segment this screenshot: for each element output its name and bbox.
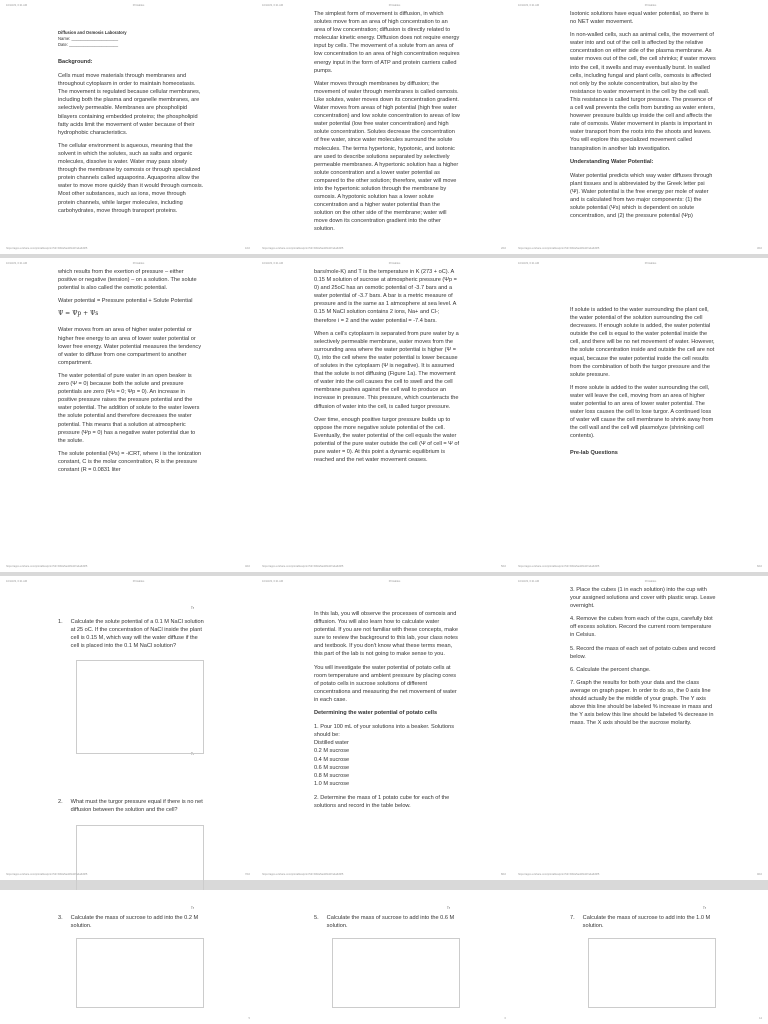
step-5: 5. Record the mass of each set of potato cubes and record below. (570, 645, 716, 660)
footer-url[interactable]: https://apps.ezshare.com/printables/print?id=f4b0e5ad4f1d47a4a6d3f5 (518, 565, 600, 568)
paragraph: Isotonic solutions have equal water potential, so there is no NET water movement. (570, 11, 709, 26)
section-heading: Understanding Water Potential: (570, 158, 654, 165)
page-4 (0, 258, 256, 572)
section-heading: Determining the water potential of potato cells (314, 710, 438, 717)
page-number: 6/16 (756, 565, 762, 568)
question-text: What must the turgor pressure equal if there is no net diffusion between the solution and the cell? (70, 799, 203, 814)
page-number: 3/16 (756, 247, 762, 250)
page-12 (512, 890, 768, 1024)
date-line: Date: _____________________ (58, 42, 119, 47)
tr-marker: Tr (446, 906, 450, 910)
step-2: 2. Determine the mass of 1 potato cube for each of the solutions and record in the table below. (314, 794, 450, 809)
header-title: Printables (644, 580, 657, 583)
footer-url[interactable]: https://apps.ezshare.com/printables/print?id=f4b0e5ad4f1d47a4a6d3f5 (6, 247, 88, 250)
header-date: 10/13/23, 6:21 AM (518, 4, 540, 7)
answer-box-7[interactable] (588, 938, 716, 1008)
paragraph: If more solute is added to the water surrounding the cell, water will leave the cell, moving from an area of higher water potential to an area of lower water potential. The water loss causes the cell to lose turgor. A continued loss of water will cause the cell membrane to shrink away from the cell wall and the cell will plasmolyze (shrinking cell contents). (570, 384, 714, 440)
page-3 (512, 0, 768, 254)
question-1 (58, 618, 204, 650)
question-number: 3. (58, 915, 63, 921)
question-7 (570, 914, 716, 930)
footer-url[interactable]: https://apps.ezshare.com/printables/print?id=f4b0e5ad4f1d47a4a6d3f5 (262, 565, 344, 568)
question-2 (58, 798, 204, 814)
page-number: 5/16 (500, 565, 506, 568)
paragraph: The solute potential (Ψs) = -iCRT, where i is the ionization constant, C is the molar concentration, R is the pressure constant (R = 0.0831 liter (58, 450, 202, 473)
question-number: 1. (58, 619, 63, 625)
page-number: 7/16 (244, 873, 250, 876)
name-line: Name: ____________________ (58, 36, 119, 41)
page-number: 8/16 (500, 873, 506, 876)
question-text: Calculate the solute potential of a 0.1 M NaCl solution at 25 oC. If the concentration of NaCl inside the plant cell is 0.15 M, which way will the water diffuse if the cell is placed into the 0.1 M NaCl solution? (70, 619, 204, 650)
question-number: 5. (314, 915, 319, 921)
step-3: 3. Place the cubes (1 in each solution) into the cup with your assigned solutions and cover with plastic wrap. Leave overnight. (570, 587, 716, 610)
page-number: 1/16 (244, 247, 250, 250)
header-date: 10/13/23, 6:21 AM (6, 580, 28, 583)
page-number: 6 (504, 1017, 506, 1020)
footer-url[interactable]: https://apps.ezshare.com/printables/print?id=f4b0e5ad4f1d47a4a6d3f5 (6, 873, 88, 876)
header-date: 10/13/23, 6:21 AM (6, 262, 28, 265)
paragraph: Water moves from an area of higher water potential or higher free energy to an area of lower water potential or lower free energy. Water potential measures the tendency of water to diffuse from one compartment to another compartment. (58, 327, 202, 366)
question-text: Calculate the mass of sucrose to add into the 1.0 M solution. (582, 915, 711, 930)
header-date: 10/13/23, 6:21 AM (262, 580, 284, 583)
paragraph: When a cell's cytoplasm is separated from pure water by a selectively permeable membrane, water moves from the surrounding area where the water potential is higher (Ψ = 0), into the cell where the water potential is lower because of solutes in the cytoplasm (Ψ is negative). It is assumed that the solute is not diffusing (Figure 1a). The movement of water into the cell causes the cell to swell and the cell membrane pushes against the cell wall to produce an increase in pressure. This pressure, which counteracts the diffusion of water into the cell, is called turgor pressure. (314, 330, 459, 410)
footer-url[interactable]: https://apps.ezshare.com/printables/print?id=f4b0e5ad4f1d47a4a6d3f5 (518, 247, 600, 250)
paragraph: In this lab, you will observe the processes of osmosis and diffusion. You will also learn how to calculate water potential. If you are not familiar with these concepts, make sure to review the background to this lab, your class notes and textbook. If you don't know what these terms mean, this part of the lab is not going to make sense to you. (314, 611, 458, 658)
footer-url[interactable]: https://apps.ezshare.com/printables/print?id=f4b0e5ad4f1d47a4a6d3f5 (262, 247, 344, 250)
header-title: Printables (644, 4, 657, 7)
list-item: 1.0 M sucrose (314, 780, 350, 787)
footer-url[interactable]: https://apps.ezshare.com/printables/print?id=f4b0e5ad4f1d47a4a6d3f5 (262, 873, 344, 876)
step-4: 4. Remove the cubes from each of the cups, carefully blot off excess solution. Record the current room temperature in Celsius. (570, 616, 713, 639)
page-2 (256, 0, 512, 254)
header-date: 10/13/23, 6:21 AM (262, 4, 284, 7)
list-item: 0.6 M sucrose (314, 764, 350, 771)
footer-url[interactable]: https://apps.ezshare.com/printables/print?id=f4b0e5ad4f1d47a4a6d3f5 (6, 565, 88, 568)
background-heading: Background: (58, 59, 93, 65)
tr-marker: Tr (702, 906, 706, 910)
list-item: 0.4 M sucrose (314, 756, 350, 763)
paragraph: Water potential = Pressure potential + Solute Potential (58, 298, 193, 305)
page-1 (0, 0, 256, 254)
page-number: 4/16 (244, 565, 250, 568)
prelab-heading: Pre-lab Questions (570, 449, 618, 456)
water-potential-formula: Ψ = Ψp + Ψs (58, 310, 99, 318)
paragraph: The cellular environment is aqueous, meaning that the solvent in which the solutes, such as salts and organic molecules, dissolve is water. Water may pass slowly through the membrane by osmosis or through specialized protein channels called aquaporins. Aquaporins allow the water to move more quickly than it would through osmosis. Most other substances, such as ions, move through protein channels, while larger molecules, including carbohydrates, move through transport proteins. (58, 142, 204, 214)
footer-url[interactable]: https://apps.ezshare.com/printables/print?id=f4b0e5ad4f1d47a4a6d3f5 (518, 873, 600, 876)
header-title: Printables (132, 580, 145, 583)
header-title: Printables (644, 262, 657, 265)
solution-list (314, 739, 460, 788)
question-text: Calculate the mass of sucrose to add into the 0.2 M solution. (70, 915, 199, 930)
paragraph: Cells must move materials through membranes and throughout cytoplasm in order to maintain homeostasis. The movement is regulated because cellular membranes, including both the plasma and organelle membranes, are selectively permeable. Membranes are phospholipid bilayers containing embedded proteins; the phospholipid fatty acids limit the movement of water because of their hydrophobic characteristics. (58, 73, 201, 136)
question-number: 7. (570, 915, 575, 921)
page-6 (512, 258, 768, 572)
tr-marker: Tr (190, 906, 194, 910)
page-number: 9/16 (756, 873, 762, 876)
question-text: Calculate the mass of sucrose to add into the 0.6 M solution. (326, 915, 455, 930)
page-10 (0, 890, 256, 1024)
step-6: 6. Calculate the percent change. (570, 666, 651, 673)
page-11 (256, 890, 512, 1024)
tr-marker: Tr (190, 752, 194, 756)
paragraph: The simplest form of movement is diffusion, in which solutes move from an area of high concentration to an area of low concentration; diffusion is directly related to molecular kinetic energy. Diffusion does not require energy input by cells. The movement of a solute from an area of low concentration to an area of high concentration requires energy input in the form of ATP and protein carriers called pumps. (314, 11, 460, 74)
paragraph: bars/mole-K) and T is the temperature in K (273 + oC). A 0.15 M solution of sucrose at atmospheric pressure (Ψp = 0) and 25oC has an osmotic potential of -3.7 bars and a water potential of -3.7 bars. A bar is a metric measure of pressure and is the same as 1 atmosphere at sea level. A 0.15 M NaCl solution contains 2 ions, Na+ and Cl-; therefore i = 2 and the water potential = -7.4 bars. (314, 269, 457, 324)
list-item: 0.2 M sucrose (314, 748, 350, 755)
header-date: 10/13/23, 6:21 AM (262, 262, 284, 265)
question-3 (58, 914, 204, 930)
paragraph: The water potential of pure water in an open beaker is zero (Ψ = 0) because both the solute and pressure potentials are zero (Ψs = 0; Ψp = 0). An increase in positive pressure raises the pressure potential and the water potential. The addition of solute to the water lowers the solute potential and therefore decreases the water potential. This means that a solution at atmospheric pressure (Ψp = 0) has a negative water potential due to the solute. (58, 372, 200, 444)
doc-title: Diffusion and Osmosis Laboratory (58, 30, 127, 35)
header-title: Printables (132, 262, 145, 265)
header-date: 10/13/23, 6:21 AM (6, 4, 28, 7)
answer-box-5[interactable] (332, 938, 460, 1008)
header-title: Printables (388, 580, 401, 583)
list-item: 0.8 M sucrose (314, 772, 350, 779)
page-number: 14 (759, 1017, 762, 1020)
question-number: 2. (58, 799, 63, 806)
header-title: Printables (132, 4, 145, 7)
header-title: Printables (388, 4, 401, 7)
paragraph: Over time, enough positive turgor pressure builds up to oppose the more negative solute potential of the cell. Eventually, the water potential of the cell equals the water potential of the pure water outside the cell (Ψ of cell = Ψ of pure water = 0). At this point a dynamic equilibrium is reached and the net water movement ceases. (314, 416, 460, 464)
page-7 (0, 576, 256, 880)
page-number: 5 (248, 1017, 250, 1020)
paragraph: If solute is added to the water surrounding the plant cell, the water potential of the solution surrounding the cell decreases. If enough solute is added, the water potential outside the cell is equal to the water potential inside the cell, and there will be no net movement of water. However, the solute concentration inside and outside the cell are not equal, because the water potential inside the cell results from the combination of both the turgor pressure and the solute pressure. (570, 307, 715, 378)
page-5 (256, 258, 512, 572)
page-8 (256, 576, 512, 880)
paragraph: which results from the exertion of pressure – either positive or negative (tension) – on a solution. The solute potential is also called the osmotic potential. (58, 269, 197, 292)
answer-box-1[interactable] (76, 660, 204, 754)
tr-marker: Tr (190, 606, 194, 610)
header-date: 10/13/23, 6:21 AM (518, 262, 540, 265)
answer-box-2[interactable] (76, 825, 204, 891)
paragraph: In non-walled cells, such as animal cells, the movement of water into and out of the cell is affected by the relative concentration on either side of the plasma membrane. As water moves out of the cell, the cell shrinks; if water moves into the cell, it swells and may eventually burst. In walled cells, including fungal and plant cells, osmosis is affected not only by the solute concentration, but also by the resistance to water movement in the cell by the cell wall. This resistance is called turgor pressure. The presence of a cell wall prevents the cells from bursting as water enters, however pressure builds up inside the cell and affects the rate of osmosis. Water movement in plants is important in water transport from the roots into the shoots and leaves. You will explore this specialized movement called transpiration in another lab investigation. (570, 32, 716, 152)
step-1: 1. Pour 100 mL of your solutions into a beaker. Solutions should be: (314, 724, 455, 739)
paragraph: Water potential predicts which way water diffuses through plant tissues and is abbreviated by the Greek letter psi (Ψ). Water potential is the free energy per mole of water and is calculated from two major components: (1) the solute potential (Ψs) which is dependent on solute concentration, and (2) the pressure potential (Ψp) (570, 172, 713, 220)
paragraph: You will investigate the water potential of potato cells at room temperature and ambient pressure by placing cores of potato cells in sucrose solutions of different concentrations and measuring the net movement of water in each case. (314, 664, 457, 703)
step-7: 7. Graph the results for both your data and the class average on graph paper. In order to do so, the 0 axis line should actually be the middle of your graph. The Y axis above this line should be labeled % increase in mass and the Y axis below this line should be labeled % decrease in mass. The X axis should be the sucrose molarity. (570, 679, 714, 727)
list-item: Distilled water (314, 740, 349, 747)
header-title: Printables (388, 262, 401, 265)
paragraph: Water moves through membranes by diffusion; the movement of water through membranes is called osmosis. Like solutes, water moves down its concentration gradient. Water moves from areas of high potential (high free water concentration) and low solute concentration to areas of low water potential (low free water concentration) and high solute concentration. Solutes decrease the concentration of free water, since water molecules surround the solute molecules. The terms hypertonic, hypotonic, and isotonic are used to describe solutions separated by selectively permeable membranes. A hypertonic solution has a higher solute concentration and a lower water potential as compared to the other solution; therefore, water will move into the hypertonic solution through the membrane by osmosis. A hypotonic solution has a lower solute concentration and a higher water potential than the solution on the other side of the membrane; water will move down its concentration gradient into the other solution. (314, 80, 460, 233)
page-number: 2/16 (500, 247, 506, 250)
question-5 (314, 914, 460, 930)
header-date: 10/13/23, 6:21 AM (518, 580, 540, 583)
page-9 (512, 576, 768, 880)
answer-box-3[interactable] (76, 938, 204, 1008)
